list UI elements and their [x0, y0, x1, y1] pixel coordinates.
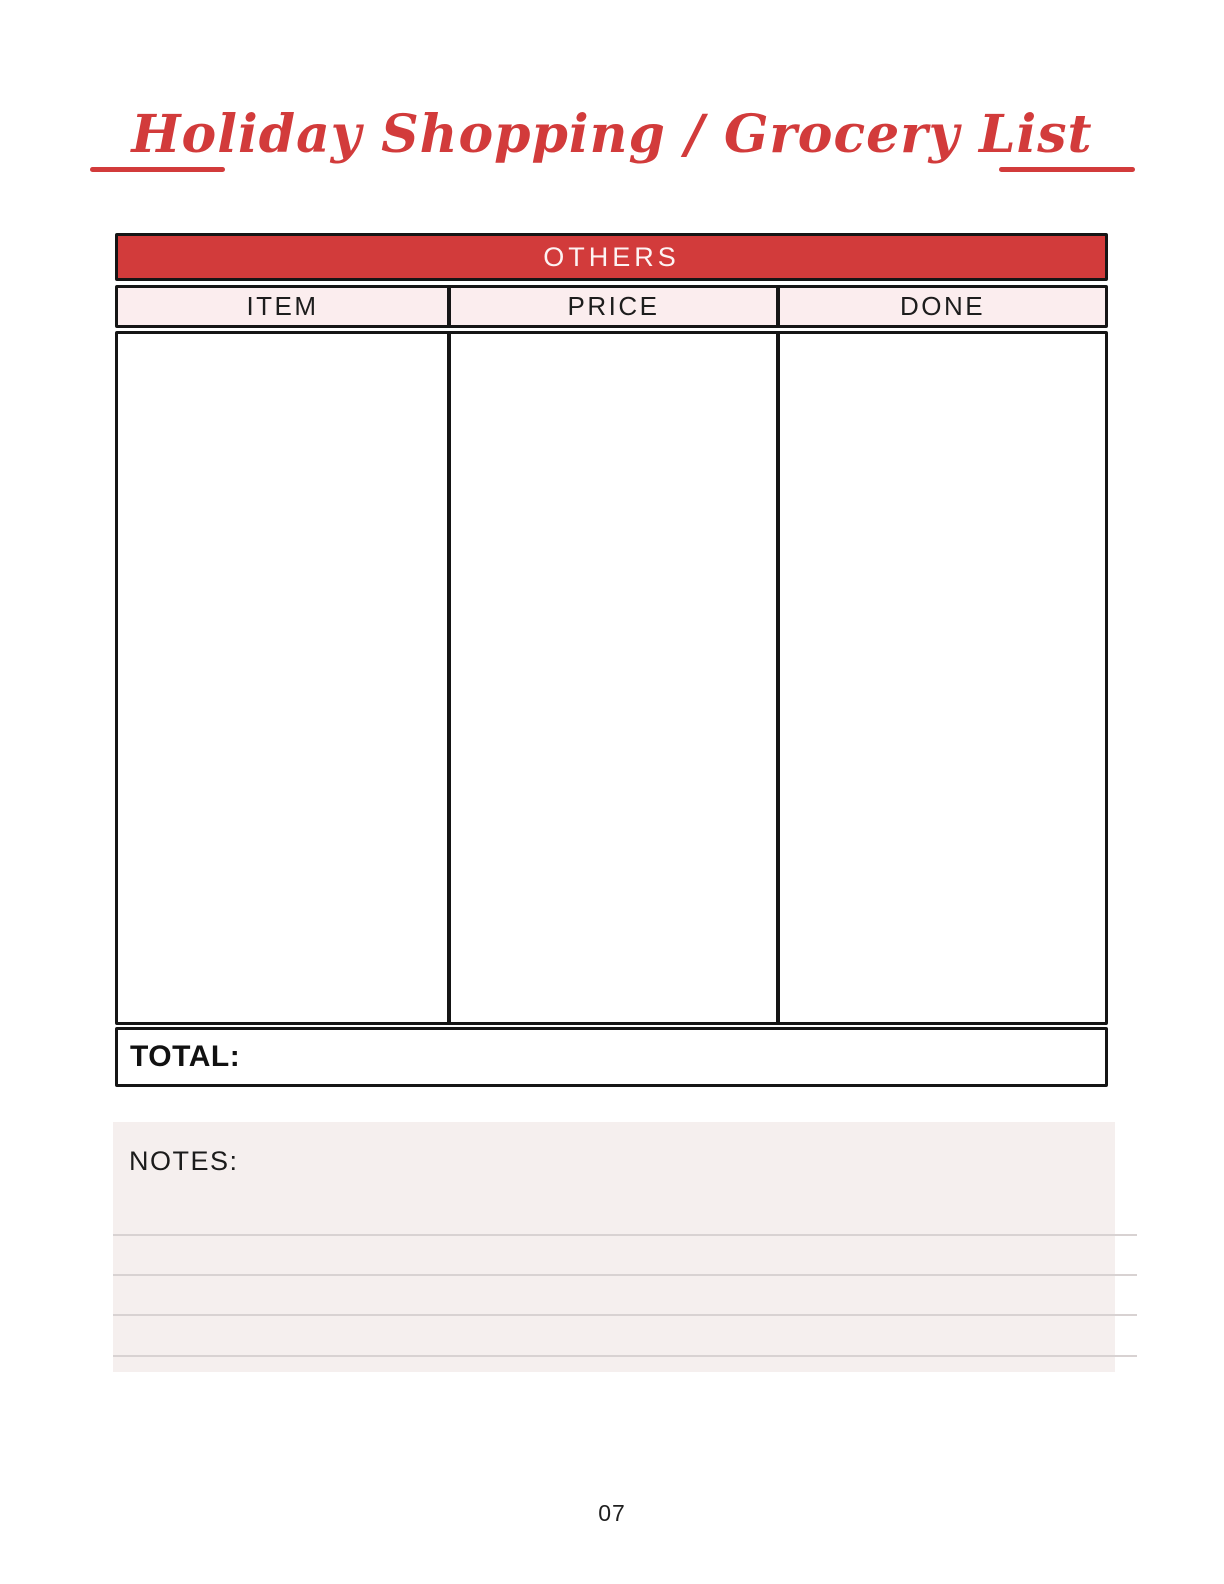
price-column-cell[interactable] — [447, 334, 776, 1022]
shopping-list-table — [115, 233, 1108, 1087]
notes-ruled-line — [113, 1355, 1137, 1357]
table-section-header: OTHERS — [115, 233, 1108, 281]
item-column-cell[interactable] — [118, 334, 447, 1022]
page-title: Holiday Shopping / Grocery List — [131, 104, 1093, 165]
notes-label: NOTES: — [129, 1146, 239, 1176]
column-header-done: DONE — [776, 288, 1105, 325]
table-body — [115, 331, 1108, 1025]
notes-ruled-line — [113, 1234, 1137, 1236]
title-rule-left — [90, 167, 225, 172]
total-label: TOTAL: — [130, 1040, 241, 1073]
total-value-area[interactable] — [240, 1030, 1105, 1084]
column-header-price: PRICE — [447, 288, 776, 325]
column-header-item: ITEM — [246, 291, 319, 321]
notes-ruled-line — [113, 1314, 1137, 1316]
title-rule-right — [999, 167, 1135, 172]
done-column-cell[interactable] — [776, 334, 1105, 1022]
table-column-headers — [115, 285, 1108, 328]
total-row — [115, 1027, 1108, 1087]
notes-section[interactable] — [113, 1122, 1115, 1372]
page-number: 07 — [598, 1500, 626, 1526]
notes-ruled-line — [113, 1274, 1137, 1276]
